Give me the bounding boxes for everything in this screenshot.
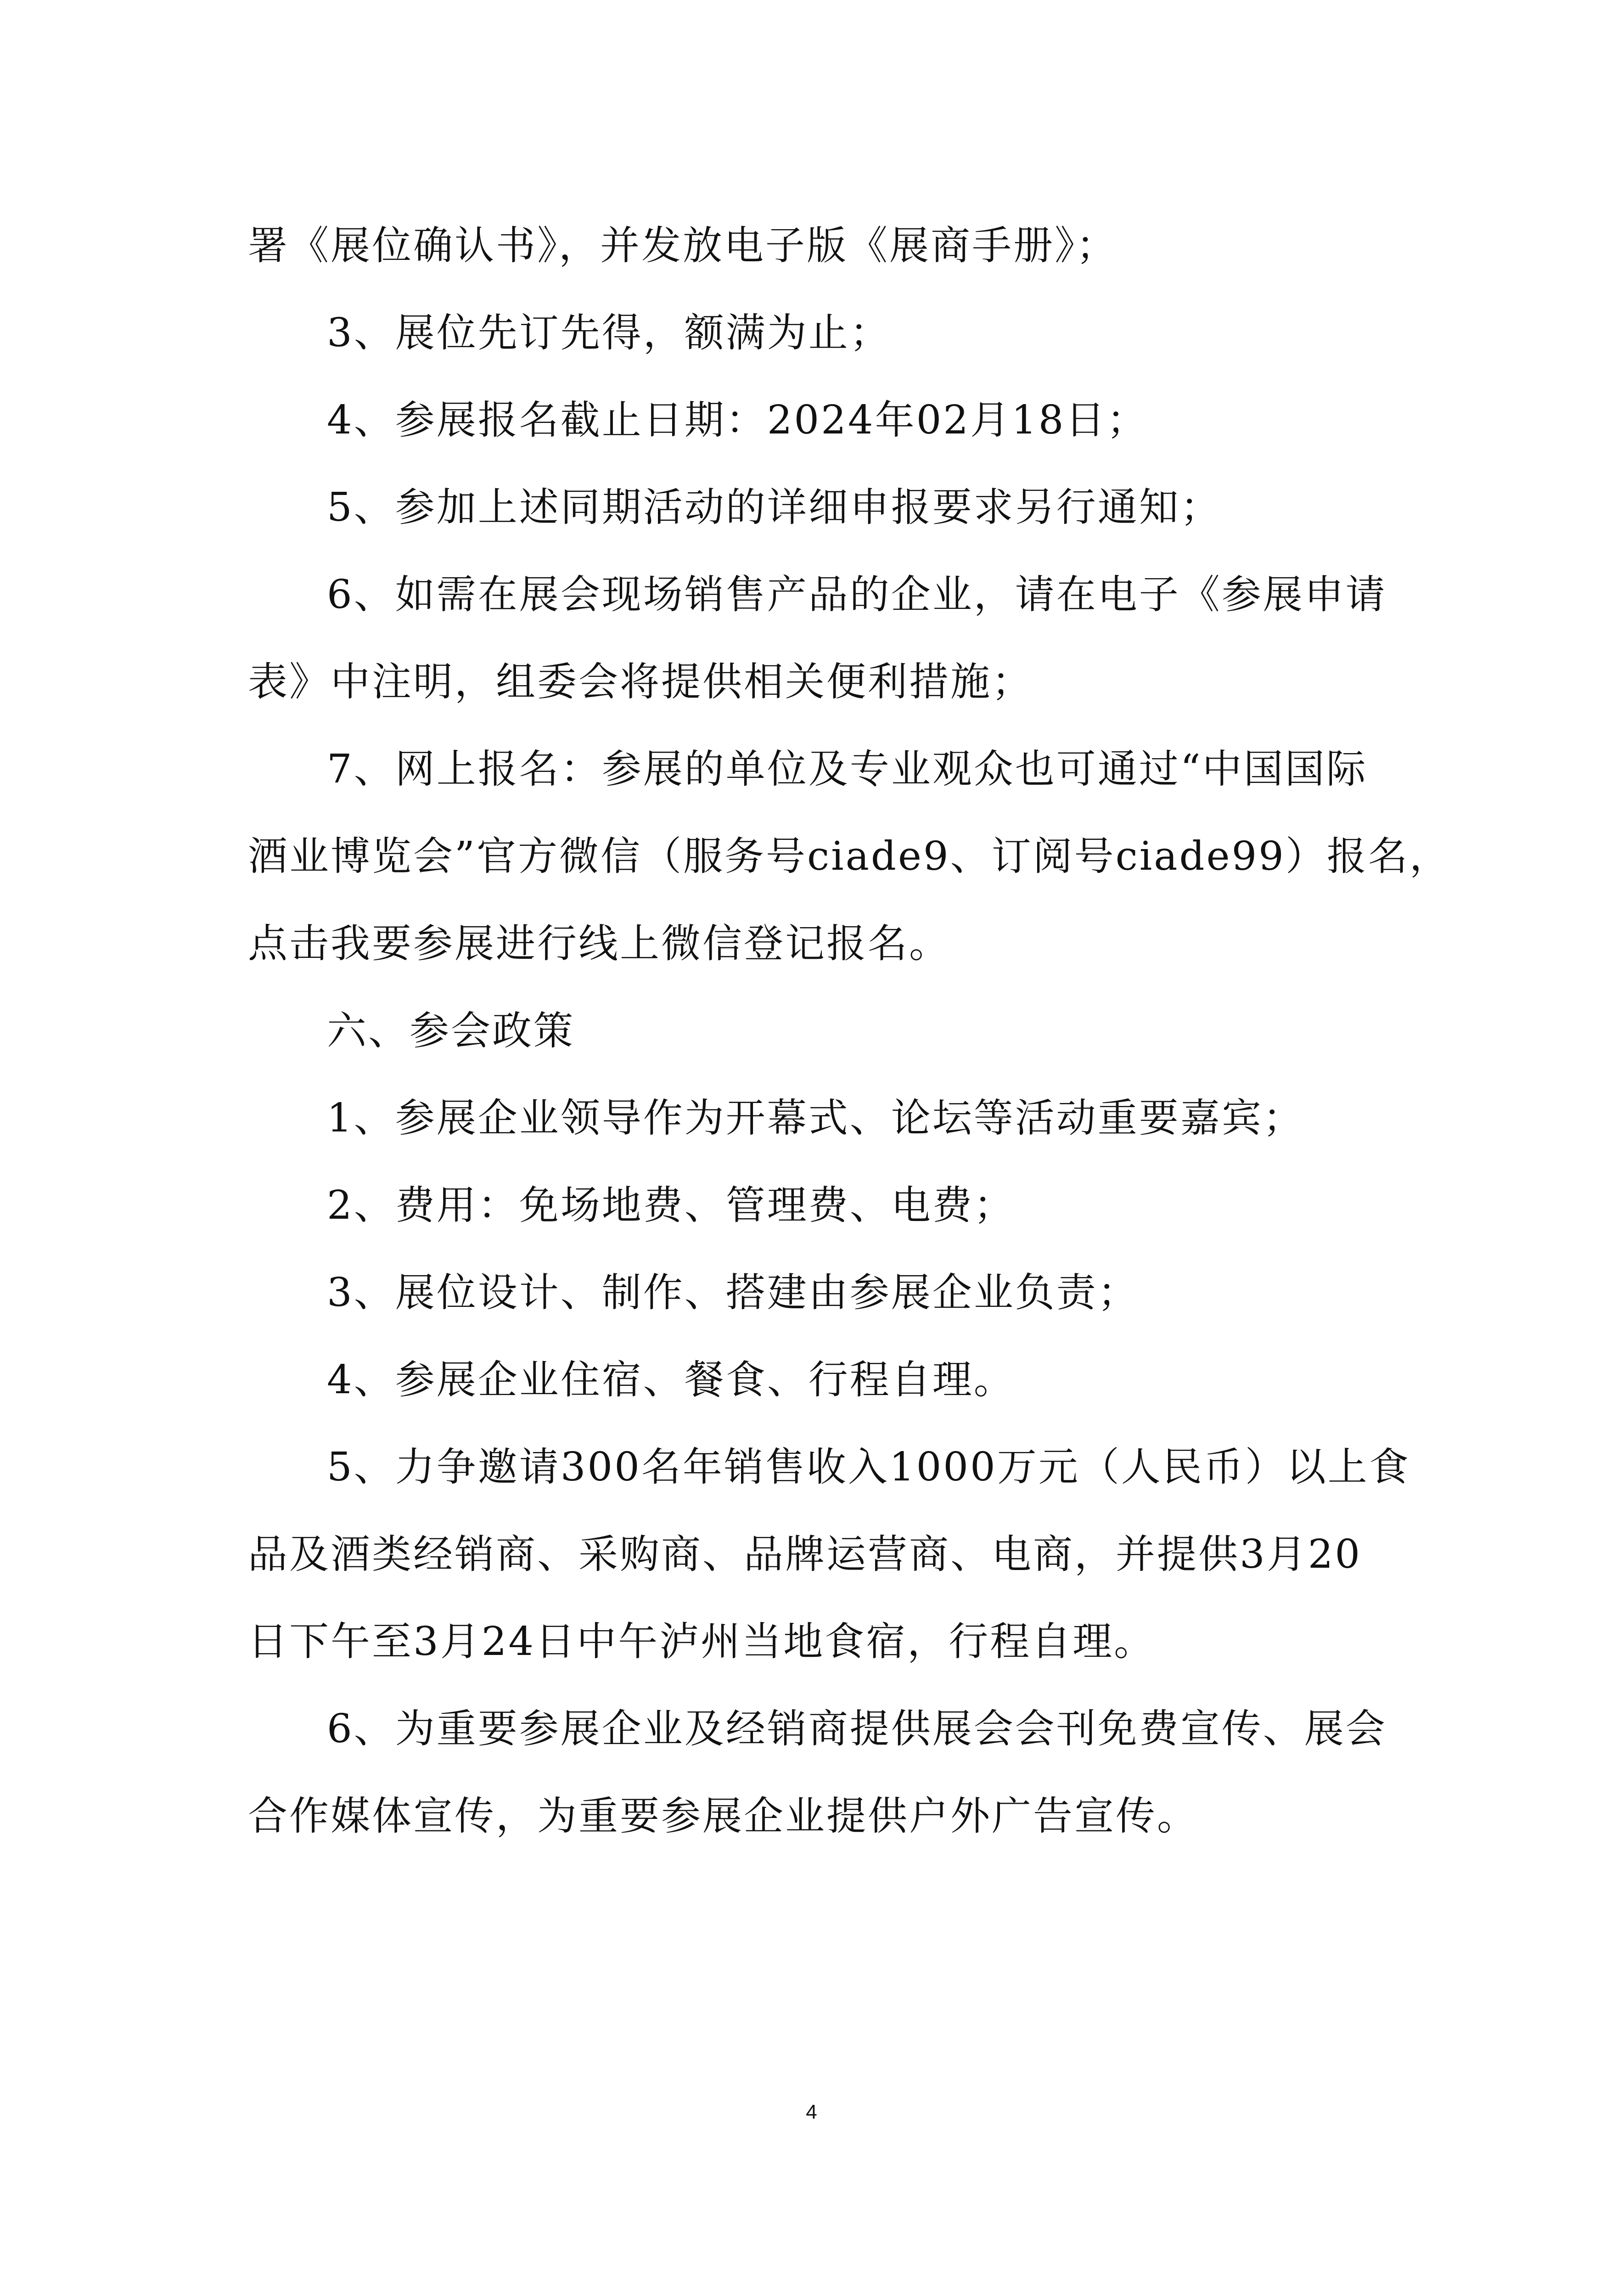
text-line: 3、展位先订先得，额满为止； xyxy=(327,310,891,356)
text-line: 5、参加上述同期活动的详细申报要求另行通知； xyxy=(327,484,1222,530)
text-line: 1、参展企业领导作为开幕式、论坛等活动重要嘉宾； xyxy=(327,1095,1304,1141)
document-body xyxy=(248,202,1451,1860)
text-line: 6、为重要参展企业及经销商提供展会会刊免费宣传、展会 xyxy=(327,1706,1387,1752)
text-line: 7、网上报名：参展的单位及专业观众也可通过“中国国际 xyxy=(327,746,1368,792)
text-line: 点击我要参展进行线上微信登记报名。 xyxy=(248,921,950,967)
text-line: 2、费用：免场地费、管理费、电费； xyxy=(327,1182,1015,1228)
text-line: 3、展位设计、制作、搭建由参展企业负责； xyxy=(327,1270,1139,1316)
text-line: 署《展位确认书》，并发放电子版《展商手册》； xyxy=(248,223,1118,269)
text-line: 4、参展报名截止日期：2024年02月18日； xyxy=(327,397,1148,443)
text-line: 5、力争邀请300名年销售收入1000万元（人民币）以上食 xyxy=(327,1444,1410,1490)
text-line: 表》中注明，组委会将提供相关便利措施； xyxy=(248,659,1033,705)
text-line: 日下午至3月24日中午泸州当地食宿，行程自理。 xyxy=(248,1619,1156,1665)
text-line: 品及酒类经销商、采购商、品牌运营商、电商，并提供3月20 xyxy=(248,1531,1362,1577)
section-heading: 六、参会政策 xyxy=(327,1008,575,1054)
text-line: 4、参展企业住宿、餐食、行程自理。 xyxy=(327,1357,1015,1403)
text-line: 合作媒体宣传，为重要参展企业提供户外广告宣传。 xyxy=(248,1793,1198,1839)
text-line: 6、如需在展会现场销售产品的企业，请在电子《参展申请 xyxy=(327,572,1387,618)
page-number: 4 xyxy=(806,2101,817,2123)
text-line: 酒业博览会”官方微信（服务号ciade9、订阅号ciade99）报名， xyxy=(248,833,1451,879)
